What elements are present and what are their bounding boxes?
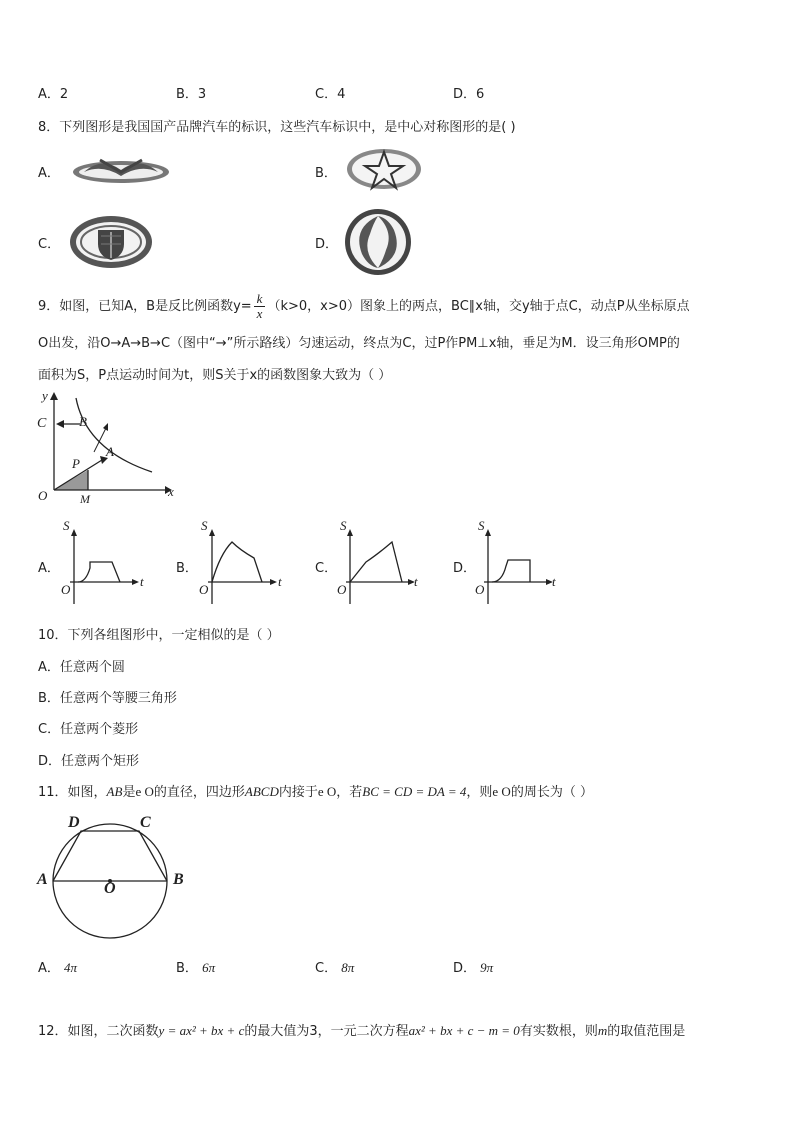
q9-fig-label-p: P [72,456,80,471]
q10-option-b: B．任意两个等腰三角形 [38,691,177,706]
q9-option-b-letter: B． [176,561,198,576]
q9-stem-line1: 9．如图，已知A，B是反比例函数y= $\frac{k}{x}$ （k>0，x>0）图象上的两点，BC∥x轴，交y轴于点C，动点P从坐标原点 [38,291,690,321]
q9-option-a-s: S [63,518,70,533]
q11-option-a: A． 4π [38,960,78,976]
q9-fig-label-x: x [168,484,174,499]
q8-option-b-letter: B． [315,166,337,181]
q11-fig-label-c: C [140,814,151,831]
q9-option-c-s: S [340,518,347,533]
q11-stem: 11．如图，AB是e O的直径，四边形ABCD内接于e O，若BC = CD = DA = 4，则e O的周长为（ ） [38,784,593,800]
q8-logo-a-icon [70,150,172,190]
q9-option-c-letter: C． [315,561,338,576]
q9-fig-label-m: M [80,492,90,506]
q9-fig-label-c: C [37,416,47,431]
q9-option-c-graph [336,524,426,609]
q9-option-b-s: S [201,518,208,533]
q7-option-b: B．3 [176,87,207,102]
q8-option-a-letter: A． [38,166,60,181]
q9-fig-label-a: A [106,444,114,459]
q11-fig-label-d: D [68,814,80,831]
q8-logo-d-icon [340,208,416,276]
q8-stem: 8．下列图形是我国国产品牌汽车的标识，这些汽车标识中，是中心对称图形的是( ) [38,120,516,135]
q9-option-a-t: t [140,574,144,589]
q10-option-a: A．任意两个圆 [38,660,125,675]
q11-fig-label-a: A [37,871,48,888]
q9-option-d-o: O [475,582,485,597]
q8-option-d-letter: D． [315,237,339,252]
q9-option-c-t: t [414,574,418,589]
q9-stem-line2: O出发，沿O→A→B→C（图中“→”所示路线）匀速运动，终点为C，过P作PM⊥x轴，垂足为M．设三角形OMP的 [38,336,680,351]
q9-option-a-letter: A． [38,561,60,576]
q9-stem-line3: 面积为S，P点运动时间为t，则S关于x的函数图象大致为（ ） [38,368,392,383]
q11-fig-label-o: O [104,880,116,897]
q9-option-d-s: S [478,518,485,533]
q9-option-b-t: t [278,574,282,589]
q9-fig-label-o: O [38,488,48,503]
q8-logo-b-icon [345,146,423,192]
q11-option-c: C． 8π [315,960,355,976]
q7-option-a: A．2 [38,87,69,102]
q11-option-d: D． 9π [453,960,494,976]
q9-option-a-o: O [61,582,71,597]
q9-option-a-graph [60,524,150,609]
q9-option-c-o: O [337,582,347,597]
q11-option-b: B． 6π [176,960,216,976]
q7-option-c: C．4 [315,87,346,102]
q12-stem: 12．如图，二次函数y = ax² + bx + c的最大值为3，一元二次方程ax² + bx + c − m = 0有实数根，则m的取值范围是 [38,1023,686,1039]
q9-fig-label-b: B [79,414,87,429]
q9-fig-label-y: y [42,388,48,403]
q9-option-d-graph [474,524,564,609]
q7-option-d: D．6 [453,87,485,102]
q8-option-c-letter: C． [38,237,61,252]
q9-option-d-t: t [552,574,556,589]
q11-fig-label-b: B [173,871,184,888]
q10-option-d: D．任意两个矩形 [38,754,140,769]
q8-logo-c-icon [68,214,154,270]
q11-figure [40,812,190,946]
q10-stem: 10．下列各组图形中，一定相似的是（ ） [38,628,280,643]
q10-option-c: C．任意两个菱形 [38,722,139,737]
q9-option-b-o: O [199,582,209,597]
q9-option-b-graph [198,524,288,609]
q9-option-d-letter: D． [453,561,477,576]
